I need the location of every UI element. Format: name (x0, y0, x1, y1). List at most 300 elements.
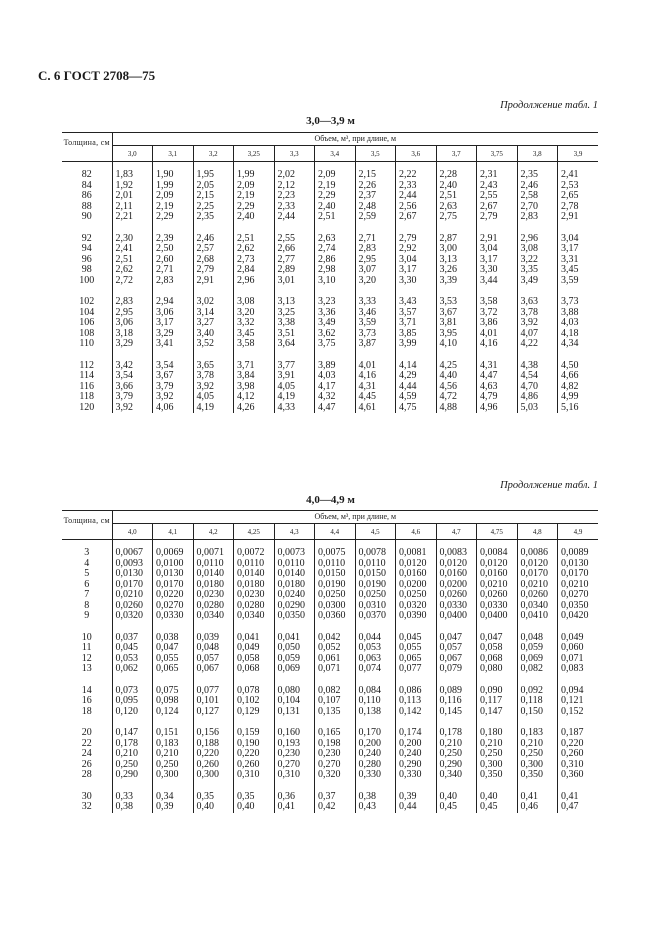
length-col-header: 3,6 (396, 146, 437, 162)
thickness-cell: 12 (81, 652, 92, 664)
volume-cell: 3,14 (193, 308, 234, 319)
length-col-header: 3,7 (436, 146, 477, 162)
volume-cell: 4,54 (517, 371, 558, 382)
table-row (62, 728, 598, 739)
length-col-header: 3,25 (234, 146, 275, 162)
table-row (62, 749, 598, 760)
volume-cell: 2,51 (234, 234, 275, 245)
volume-cell: 3,87 (355, 339, 396, 350)
thickness-cell: 16 (81, 695, 92, 706)
volume-cell: 2,12 (274, 181, 315, 192)
volume-cell: 3,77 (274, 361, 315, 372)
volume-cell: 4,29 (396, 371, 437, 382)
volume-cell: 3,99 (396, 339, 437, 350)
volume-cell: 0,35 (193, 792, 234, 803)
volume-cell: 0,077 (396, 664, 437, 675)
volume-cell: 2,15 (355, 162, 396, 181)
volume-cell: 2,25 (193, 202, 234, 213)
volume-cell: 4,79 (477, 392, 518, 403)
volume-cell: 0,0200 (396, 580, 437, 591)
volume-cell: 0,160 (274, 728, 315, 739)
volume-cell: 0,0320 (112, 611, 153, 622)
volume-cell: 0,33 (112, 792, 153, 803)
volume-cell: 2,92 (396, 244, 437, 255)
volume-cell: 4,22 (517, 339, 558, 350)
volume-cell: 2,23 (274, 191, 315, 202)
volume-cell: 3,78 (517, 308, 558, 319)
volume-cell: 0,050 (274, 643, 315, 654)
volume-cell: 3,65 (193, 361, 234, 372)
volume-cell: 0,42 (315, 802, 356, 813)
volume-cell: 2,83 (153, 276, 194, 287)
volume-cell: 0,260 (193, 760, 234, 771)
volume-cell: 0,250 (517, 749, 558, 760)
table-row (62, 244, 598, 255)
volume-cell: 0,0320 (396, 601, 437, 612)
volume-cell: 0,0330 (436, 601, 477, 612)
volume-cell: 0,120 (112, 707, 153, 718)
volume-cell: 0,270 (315, 760, 356, 771)
volume-cell: 0,0240 (274, 590, 315, 601)
volume-cell: 2,33 (274, 202, 315, 213)
volume-cell: 0,190 (234, 739, 275, 750)
thickness-cell: 110 (79, 338, 95, 349)
volume-cell: 3,84 (234, 371, 275, 382)
volume-cell: 3,17 (477, 255, 518, 266)
thickness-cell: 3 (84, 547, 90, 558)
volume-cell: 0,0140 (274, 569, 315, 580)
volume-cell: 3,78 (193, 371, 234, 382)
volume-cell: 0,250 (436, 749, 477, 760)
volume-cell: 3,59 (558, 276, 599, 287)
volume-cell: 3,36 (315, 308, 356, 319)
volume-cell: 0,156 (193, 728, 234, 739)
volume-cell: 2,71 (355, 234, 396, 245)
volume-cell: 2,01 (112, 191, 153, 202)
volume-cell: 3,20 (355, 276, 396, 287)
volume-cell: 1,83 (112, 162, 153, 181)
volume-cell: 0,118 (517, 696, 558, 707)
volume-cell: 0,074 (355, 664, 396, 675)
volume-cell: 0,210 (436, 739, 477, 750)
volume-cell: 4,50 (558, 361, 599, 372)
thickness-cell: 14 (81, 684, 92, 696)
volume-cell: 2,72 (112, 276, 153, 287)
volume-cell: 2,19 (315, 181, 356, 192)
volume-cell: 2,05 (193, 181, 234, 192)
volume-cell: 0,058 (234, 654, 275, 665)
table-row (62, 371, 598, 382)
volume-cell: 0,350 (517, 770, 558, 781)
volume-cell: 0,210 (477, 739, 518, 750)
volume-cell: 0,0200 (436, 580, 477, 591)
volume-cell: 3,06 (112, 318, 153, 329)
volume-cell: 2,78 (558, 202, 599, 213)
volume-cell: 4,47 (315, 403, 356, 414)
volume-cell: 0,0110 (234, 559, 275, 570)
volume-cell: 5,16 (558, 403, 599, 414)
volume-cell: 2,98 (315, 265, 356, 276)
volume-cell: 0,0400 (436, 611, 477, 622)
volume-cell: 2,68 (193, 255, 234, 266)
volume-cell: 4,01 (355, 361, 396, 372)
volume-cell: 3,44 (477, 276, 518, 287)
table-row (62, 392, 598, 403)
page-header: С. 6 ГОСТ 2708—75 (38, 68, 156, 83)
volume-cell: 3,89 (315, 361, 356, 372)
volume-cell: 2,71 (153, 265, 194, 276)
volume-cell: 2,19 (153, 202, 194, 213)
volume-cell: 0,170 (355, 728, 396, 739)
volume-cell: 3,40 (193, 329, 234, 340)
volume-cell: 3,07 (355, 265, 396, 276)
volume-cell: 0,36 (274, 792, 315, 803)
volume-cell: 4,99 (558, 392, 599, 403)
thickness-cell: 8 (84, 599, 90, 611)
volume-header: Объем, м³, при длине, м (112, 133, 598, 146)
thickness-cell: 84 (81, 179, 92, 191)
length-col-header: 3,9 (558, 146, 599, 162)
table-row (62, 802, 598, 813)
volume-cell: 2,95 (112, 308, 153, 319)
volume-cell: 0,0069 (153, 540, 194, 559)
volume-cell: 4,63 (477, 382, 518, 393)
volume-cell: 0,0160 (477, 569, 518, 580)
volume-cell: 0,240 (355, 749, 396, 760)
volume-cell: 0,0250 (396, 590, 437, 601)
volume-cell: 0,0330 (477, 601, 518, 612)
volume-cell: 0,0370 (355, 611, 396, 622)
volume-cell: 4,19 (274, 392, 315, 403)
volume-cell: 0,121 (558, 696, 599, 707)
volume-cell: 0,117 (477, 696, 518, 707)
volume-cell: 0,0260 (517, 590, 558, 601)
volume-cell: 0,0350 (274, 611, 315, 622)
volume-cell: 0,059 (274, 654, 315, 665)
volume-cell: 0,061 (315, 654, 356, 665)
volume-cell: 2,21 (112, 212, 153, 223)
volume-cell: 4,05 (274, 382, 315, 393)
volume-cell: 0,090 (477, 686, 518, 697)
volume-cell: 0,0230 (234, 590, 275, 601)
volume-cell: 0,40 (234, 802, 275, 813)
volume-cell: 0,250 (153, 760, 194, 771)
volume-cell: 0,053 (355, 643, 396, 654)
volume-cell: 3,35 (517, 265, 558, 276)
volume-cell: 0,110 (355, 696, 396, 707)
volume-cell: 2,51 (112, 255, 153, 266)
volume-cell: 4,18 (558, 329, 599, 340)
volume-cell: 3,13 (274, 297, 315, 308)
volume-cell: 0,178 (436, 728, 477, 739)
volume-cell: 0,0250 (355, 590, 396, 601)
table-row (62, 643, 598, 654)
volume-cell: 0,350 (477, 770, 518, 781)
volume-cell: 4,05 (193, 392, 234, 403)
length-col-header: 4,7 (436, 524, 477, 540)
table-row (62, 318, 598, 329)
volume-cell: 0,063 (355, 654, 396, 665)
volume-cell: 0,047 (153, 643, 194, 654)
volume-cell: 2,31 (477, 162, 518, 181)
volume-cell: 0,39 (153, 802, 194, 813)
volume-cell: 3,58 (477, 297, 518, 308)
volume-cell: 4,38 (517, 361, 558, 372)
thickness-cell: 112 (79, 359, 95, 371)
volume-cell: 3,71 (396, 318, 437, 329)
volume-cell: 4,06 (153, 403, 194, 414)
thickness-cell: 11 (81, 642, 92, 653)
volume-cell: 0,045 (112, 643, 153, 654)
volume-cell: 4,56 (436, 382, 477, 393)
thickness-cell: 28 (81, 769, 92, 780)
volume-cell: 0,0170 (558, 569, 599, 580)
volume-cell: 0,220 (558, 739, 599, 750)
length-col-header: 3,5 (355, 146, 396, 162)
volume-cell: 3,49 (517, 276, 558, 287)
volume-cell: 0,0067 (112, 540, 153, 559)
volume-cell: 0,41 (558, 792, 599, 803)
thickness-cell: 106 (79, 317, 95, 328)
continuation-note-1: Продолжение табл. 1 (500, 100, 598, 111)
volume-cell: 4,88 (436, 403, 477, 414)
volume-cell: 2,55 (477, 191, 518, 202)
volume-cell: 0,113 (396, 696, 437, 707)
length-col-header: 4,75 (477, 524, 518, 540)
volume-cell: 0,068 (234, 664, 275, 675)
volume-cell: 3,10 (315, 276, 356, 287)
thickness-cell: 18 (81, 705, 92, 717)
volume-cell: 3,20 (234, 308, 275, 319)
volume-cell: 0,193 (274, 739, 315, 750)
volume-cell: 2,70 (517, 202, 558, 213)
length-col-header: 4,9 (558, 524, 599, 540)
volume-cell: 0,0260 (436, 590, 477, 601)
volume-cell: 2,79 (193, 265, 234, 276)
volume-cell: 0,0340 (517, 601, 558, 612)
volume-cell: 0,055 (153, 654, 194, 665)
volume-cell: 0,0420 (558, 611, 599, 622)
volume-cell: 0,0130 (112, 569, 153, 580)
volume-cell: 4,70 (517, 382, 558, 393)
volume-cell: 2,41 (112, 244, 153, 255)
volume-cell: 2,59 (355, 212, 396, 223)
volume-cell: 0,230 (315, 749, 356, 760)
volume-cell: 2,83 (355, 244, 396, 255)
volume-cell: 0,41 (274, 802, 315, 813)
volume-cell: 0,0110 (355, 559, 396, 570)
thickness-cell: 88 (81, 200, 92, 212)
volume-cell: 0,037 (112, 633, 153, 644)
thickness-cell: 114 (79, 370, 95, 381)
volume-cell: 0,042 (315, 633, 356, 644)
volume-cell: 3,92 (193, 382, 234, 393)
volume-cell: 2,75 (436, 212, 477, 223)
volume-cell: 4,10 (436, 339, 477, 350)
volume-cell: 2,87 (436, 234, 477, 245)
volume-cell: 3,72 (477, 308, 518, 319)
volume-cell: 0,290 (436, 760, 477, 771)
volume-cell: 3,92 (517, 318, 558, 329)
volume-cell: 4,82 (558, 382, 599, 393)
volume-cell: 2,83 (112, 297, 153, 308)
volume-cell: 3,33 (355, 297, 396, 308)
volume-cell: 0,084 (355, 686, 396, 697)
volume-cell: 0,124 (153, 707, 194, 718)
volume-cell: 3,13 (436, 255, 477, 266)
thickness-cell: 13 (81, 663, 92, 674)
thickness-cell: 104 (79, 306, 95, 318)
volume-cell: 0,0078 (355, 540, 396, 559)
volume-cell: 0,300 (153, 770, 194, 781)
length-col-header: 3,4 (315, 146, 356, 162)
volume-cell: 0,40 (436, 792, 477, 803)
volume-cell: 2,02 (274, 162, 315, 181)
table-row (62, 339, 598, 350)
volume-cell: 2,51 (436, 191, 477, 202)
volume-cell: 4,45 (355, 392, 396, 403)
volume-cell: 0,0190 (315, 580, 356, 591)
thickness-cell: 9 (84, 610, 90, 621)
volume-cell: 4,96 (477, 403, 518, 414)
volume-cell: 3,22 (517, 255, 558, 266)
volume-cell: 2,37 (355, 191, 396, 202)
table-row (62, 297, 598, 308)
volume-cell: 0,37 (315, 792, 356, 803)
volume-cell: 0,138 (355, 707, 396, 718)
volume-cell: 3,86 (477, 318, 518, 329)
length-col-header: 3,2 (193, 146, 234, 162)
volume-cell: 3,04 (558, 234, 599, 245)
volume-cell: 0,0110 (315, 559, 356, 570)
volume-cell: 0,0072 (234, 540, 275, 559)
volume-cell: 3,17 (558, 244, 599, 255)
volume-cell: 3,98 (234, 382, 275, 393)
volume-cell: 4,44 (396, 382, 437, 393)
length-col-header: 4,6 (396, 524, 437, 540)
volume-cell: 2,83 (517, 212, 558, 223)
volume-cell: 0,230 (274, 749, 315, 760)
volume-cell: 2,62 (234, 244, 275, 255)
volume-cell: 2,79 (396, 234, 437, 245)
volume-cell: 0,0260 (112, 601, 153, 612)
volume-cell: 0,0120 (396, 559, 437, 570)
volume-cell: 4,16 (477, 339, 518, 350)
volume-cell: 1,99 (234, 162, 275, 181)
volume-cell: 2,33 (396, 181, 437, 192)
volume-cell: 0,053 (112, 654, 153, 665)
volume-cell: 0,047 (477, 633, 518, 644)
volume-cell: 2,96 (234, 276, 275, 287)
volume-cell: 0,0086 (517, 540, 558, 559)
table-row (62, 590, 598, 601)
volume-cell: 0,0180 (274, 580, 315, 591)
volume-cell: 3,64 (274, 339, 315, 350)
volume-cell: 0,0120 (517, 559, 558, 570)
volume-cell: 3,79 (153, 382, 194, 393)
volume-cell: 0,260 (234, 760, 275, 771)
volume-cell: 4,59 (396, 392, 437, 403)
volume-cell: 0,045 (396, 633, 437, 644)
volume-cell: 0,0150 (315, 569, 356, 580)
volume-cell: 0,0210 (112, 590, 153, 601)
volume-cell: 0,340 (436, 770, 477, 781)
volume-cell: 0,0083 (436, 540, 477, 559)
volume-cell: 0,250 (477, 749, 518, 760)
volume-cell: 0,40 (193, 802, 234, 813)
volume-cell: 3,39 (436, 276, 477, 287)
volume-cell: 4,17 (315, 382, 356, 393)
volume-cell: 3,67 (436, 308, 477, 319)
volume-cell: 0,083 (558, 664, 599, 675)
volume-cell: 3,29 (153, 329, 194, 340)
volume-cell: 2,44 (396, 191, 437, 202)
volume-cell: 0,0120 (477, 559, 518, 570)
volume-cell: 3,54 (112, 371, 153, 382)
volume-cell: 2,50 (153, 244, 194, 255)
volume-cell: 0,0110 (274, 559, 315, 570)
thickness-cell: 96 (81, 253, 92, 265)
volume-cell: 0,0180 (193, 580, 234, 591)
volume-cell: 2,57 (193, 244, 234, 255)
volume-cell: 3,53 (436, 297, 477, 308)
volume-cell: 3,38 (274, 318, 315, 329)
volume-cell: 0,147 (112, 728, 153, 739)
volume-cell: 3,59 (355, 318, 396, 329)
volume-cell: 0,0300 (315, 601, 356, 612)
volume-cell: 0,127 (193, 707, 234, 718)
volume-cell: 2,28 (436, 162, 477, 181)
volume-cell: 3,95 (436, 329, 477, 340)
volume-cell: 0,131 (274, 707, 315, 718)
volume-cell: 0,187 (558, 728, 599, 739)
table-row (62, 540, 598, 559)
thickness-cell: 102 (79, 296, 95, 307)
volume-cell: 0,0290 (274, 601, 315, 612)
volume-cell: 5,03 (517, 403, 558, 414)
volume-cell: 0,0160 (436, 569, 477, 580)
volume-cell: 0,0081 (396, 540, 437, 559)
volume-cell: 3,23 (315, 297, 356, 308)
volume-cell: 0,183 (517, 728, 558, 739)
volume-cell: 0,098 (153, 696, 194, 707)
thickness-cell: 5 (84, 568, 90, 579)
volume-cell: 2,67 (477, 202, 518, 213)
thickness-cell: 90 (81, 211, 92, 222)
volume-cell: 0,0140 (234, 569, 275, 580)
volume-cell: 0,069 (517, 654, 558, 665)
volume-cell: 0,310 (558, 760, 599, 771)
volume-cell: 3,54 (153, 361, 194, 372)
table-row (62, 611, 598, 622)
volume-cell: 2,66 (274, 244, 315, 255)
volume-cell: 2,91 (477, 234, 518, 245)
volume-cell: 4,19 (193, 403, 234, 414)
volume-cell: 4,34 (558, 339, 599, 350)
volume-cell: 3,62 (315, 329, 356, 340)
volume-cell: 0,0210 (477, 580, 518, 591)
volume-cell: 0,198 (315, 739, 356, 750)
volume-cell: 0,300 (477, 760, 518, 771)
volume-cell: 2,29 (234, 202, 275, 213)
volume-cell: 3,29 (112, 339, 153, 350)
volume-cell: 2,84 (234, 265, 275, 276)
volume-cell: 0,40 (477, 792, 518, 803)
volume-cell: 3,08 (517, 244, 558, 255)
length-col-header: 3,3 (274, 146, 315, 162)
volume-cell: 0,095 (112, 696, 153, 707)
volume-cell: 4,16 (355, 371, 396, 382)
